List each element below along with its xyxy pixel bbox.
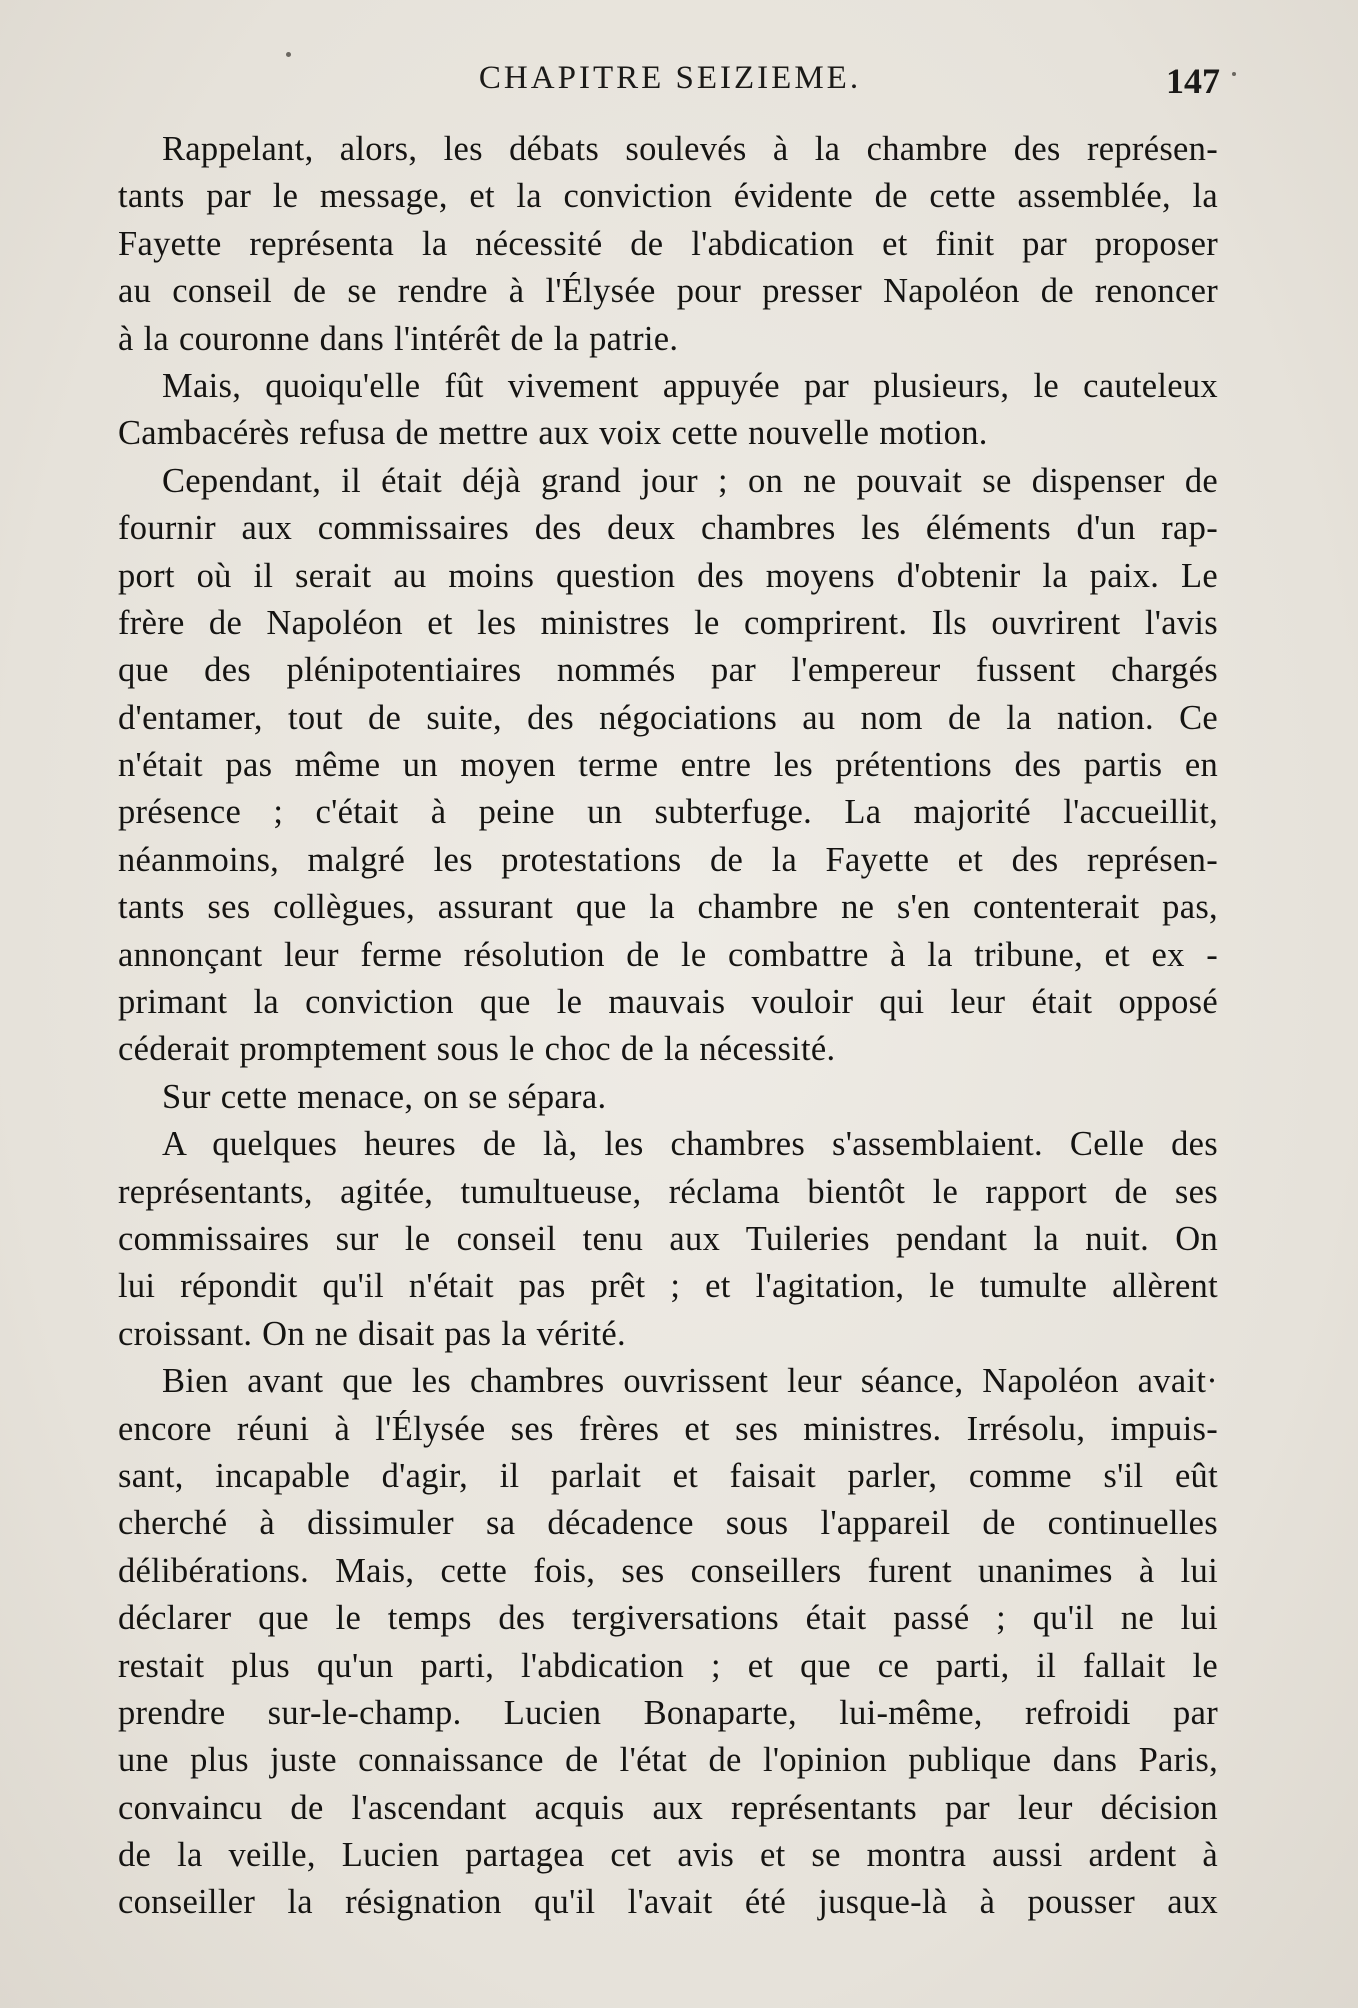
text-line: déclarer que le temps des tergiversations était passé ; qu'il ne lui (118, 1599, 1218, 1638)
text-line: frère de Napoléon et les ministres le comprirent. Ils ouvrirent l'avis (118, 603, 1218, 642)
text-line: restait plus qu'un parti, l'abdication ; et que ce parti, il fallait le (118, 1646, 1218, 1685)
paragraph (118, 126, 1218, 363)
text-line: Cependant, il était déjà grand jour ; on ne pouvait se dispenser de (162, 461, 1218, 500)
text-line: fournir aux commissaires des deux chambres les éléments d'un rap- (118, 509, 1218, 548)
running-title: CHAPITRE SEIZIEME. (478, 60, 862, 96)
text-line: de la veille, Lucien partagea cet avis et se montra aussi ardent à (118, 1836, 1218, 1875)
text-line: au conseil de se rendre à l'Élysée pour presser Napoléon de renoncer (118, 272, 1218, 311)
page-header (120, 60, 1220, 108)
text-line: Mais, quoiqu'elle fût vivement appuyée par plusieurs, le cauteleux (162, 366, 1218, 405)
paragraph (118, 1121, 1218, 1358)
text-line: convaincu de l'ascendant acquis aux représentants par leur décision (118, 1788, 1218, 1827)
text-line: néanmoins, malgré les protestations de la Fayette et des représen- (118, 840, 1218, 879)
text-line: croissant. On ne disait pas la vérité. (118, 1314, 626, 1353)
page-number: 147 (1166, 61, 1220, 101)
text-line: annonçant leur ferme résolution de le combattre à la tribune, et ex - (118, 935, 1218, 974)
ink-speck (286, 52, 291, 57)
text-line: A quelques heures de là, les chambres s'assemblaient. Celle des (162, 1125, 1218, 1164)
text-line: que des plénipotentiaires nommés par l'empereur fussent chargés (118, 651, 1218, 690)
text-line: tants ses collègues, assurant que la chambre ne s'en contenterait pas, (118, 888, 1218, 927)
text-line: encore réuni à l'Élysée ses frères et ses ministres. Irrésolu, impuis- (118, 1409, 1218, 1448)
text-line: primant la conviction que le mauvais vouloir qui leur était opposé (118, 983, 1218, 1022)
text-line: lui répondit qu'il n'était pas prêt ; et l'agitation, le tumulte allèrent (118, 1267, 1218, 1306)
text-line: conseiller la résignation qu'il l'avait été jusque-là à pousser aux (118, 1883, 1218, 1922)
text-line: prendre sur-le-champ. Lucien Bonaparte, lui-même, refroidi par (118, 1693, 1218, 1732)
text-line: une plus juste connaissance de l'état de l'opinion publique dans Paris, (118, 1741, 1218, 1780)
text-line: tants par le message, et la conviction évidente de cette assemblée, la (118, 177, 1218, 216)
text-line: cherché à dissimuler sa décadence sous l'appareil de continuelles (118, 1504, 1218, 1543)
text-line: délibérations. Mais, cette fois, ses conseillers furent unanimes à lui (118, 1551, 1218, 1590)
text-line: représentants, agitée, tumultueuse, réclama bientôt le rapport de ses (118, 1172, 1218, 1211)
text-line: sant, incapable d'agir, il parlait et faisait parler, comme s'il eût (118, 1456, 1218, 1495)
body-text (118, 126, 1218, 1927)
text-line: Rappelant, alors, les débats soulevés à la chambre des représen- (162, 130, 1218, 168)
text-line: port où il serait au moins question des moyens d'obtenir la paix. Le (118, 556, 1218, 595)
text-line: d'entamer, tout de suite, des négociations au nom de la nation. Ce (118, 698, 1218, 737)
text-line: commissaires sur le conseil tenu aux Tuileries pendant la nuit. On (118, 1219, 1218, 1258)
paragraph (118, 363, 1218, 458)
text-line: Cambacérès refusa de mettre aux voix cette nouvelle motion. (118, 414, 988, 453)
ink-speck (1232, 72, 1236, 76)
text-line: Sur cette menace, on se sépara. (162, 1077, 607, 1116)
text-line: Bien avant que les chambres ouvrissent leur séance, Napoléon avait· (162, 1362, 1218, 1401)
text-line: à la couronne dans l'intérêt de la patrie. (118, 319, 679, 358)
text-line: n'était pas même un moyen terme entre les prétentions des partis en (118, 746, 1218, 785)
paragraph (118, 458, 1218, 1074)
text-line: présence ; c'était à peine un subterfuge. La majorité l'accueillit, (118, 793, 1218, 832)
text-line: céderait promptement sous le choc de la nécessité. (118, 1030, 836, 1069)
paragraph (118, 1358, 1218, 1927)
paragraph (118, 1074, 1218, 1121)
text-line: Fayette représenta la nécessité de l'abdication et finit par proposer (118, 224, 1218, 263)
